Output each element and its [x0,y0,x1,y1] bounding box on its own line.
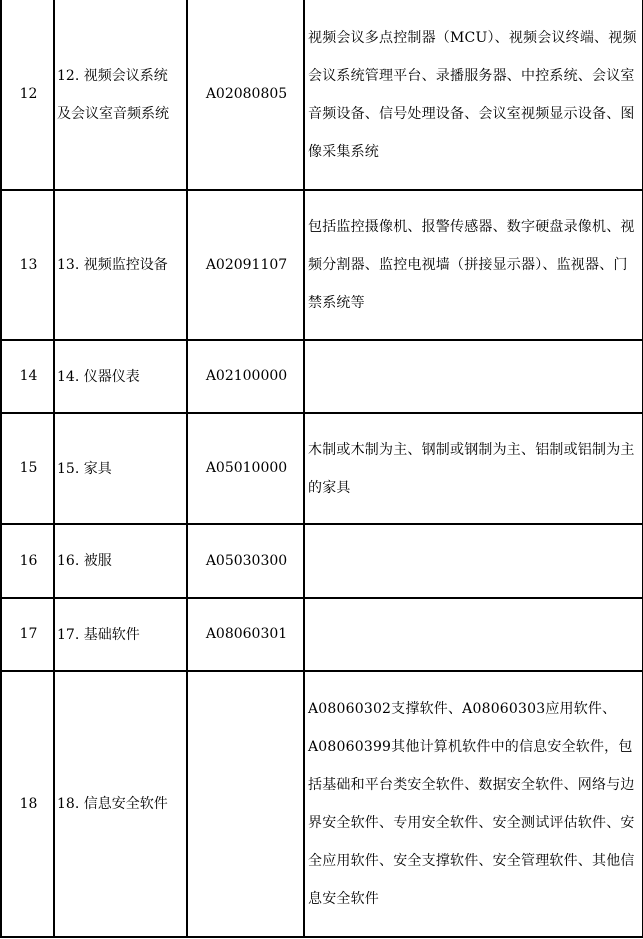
item-name-line: 18. 信息安全软件 [57,796,168,812]
row-number: 15 [1,413,54,524]
row-number: 14 [1,340,54,413]
item-name-line: 17. 基础软件 [57,626,140,643]
item-code: A08060301 [187,598,304,671]
item-name-line: 15. 家具 [57,460,112,477]
item-name-line: 16. 被服 [57,553,112,569]
item-name [54,413,187,524]
item-name-line: 14. 仪器仪表 [57,368,140,385]
item-code: A02080805 [187,0,304,190]
item-name-line: 13. 视频监控设备 [57,257,168,273]
row-number: 13 [1,190,54,340]
row-number: 12 [1,0,54,190]
item-description: 视频会议多点控制器（MCU）、视频会议终端、视频会议系统管理平台、录播服务器、中控系统、会议室音频设备、信号处理设备、会议室视频显示设备、图像采集系统 [304,0,643,190]
row-number: 18 [1,671,54,937]
item-name [54,0,187,190]
item-description [304,524,643,598]
item-description: 木制或木制为主、钢制或钢制为主、铝制或铝制为主的家具 [304,413,643,524]
item-description [304,340,643,413]
table-row [1,0,643,190]
item-description: 包括监控摄像机、报警传感器、数字硬盘录像机、视频分割器、监控电视墙（拼接显示器）、监视器、门禁系统等 [304,190,643,340]
item-code [187,671,304,937]
item-code: A05010000 [187,413,304,524]
item-description [304,598,643,671]
table-row [1,413,643,524]
row-number: 16 [1,524,54,598]
item-name [54,671,187,937]
table-row [1,190,643,340]
item-code: A02091107 [187,190,304,340]
table-row [1,340,643,413]
table-row [1,671,643,937]
row-number: 17 [1,598,54,671]
table-row [1,524,643,598]
item-name [54,190,187,340]
item-name [54,598,187,671]
item-code: A02100000 [187,340,304,413]
item-description: A08060302支撑软件、A08060303应用软件、A08060399其他计算机软件中的信息安全软件，包括基础和平台类安全软件、数据安全软件、网络与边界安全软件、专用安全软件、安全测试评估软件、安全应用软件、安全支撑软件、安全管理软件、其他信息安全软件 [304,671,643,937]
item-name [54,524,187,598]
table-row [1,598,643,671]
item-name-line: 及会议室音频系统 [57,105,169,122]
item-code: A05030300 [187,524,304,598]
item-name [54,340,187,413]
item-name-line: 12. 视频会议系统 [57,67,168,84]
